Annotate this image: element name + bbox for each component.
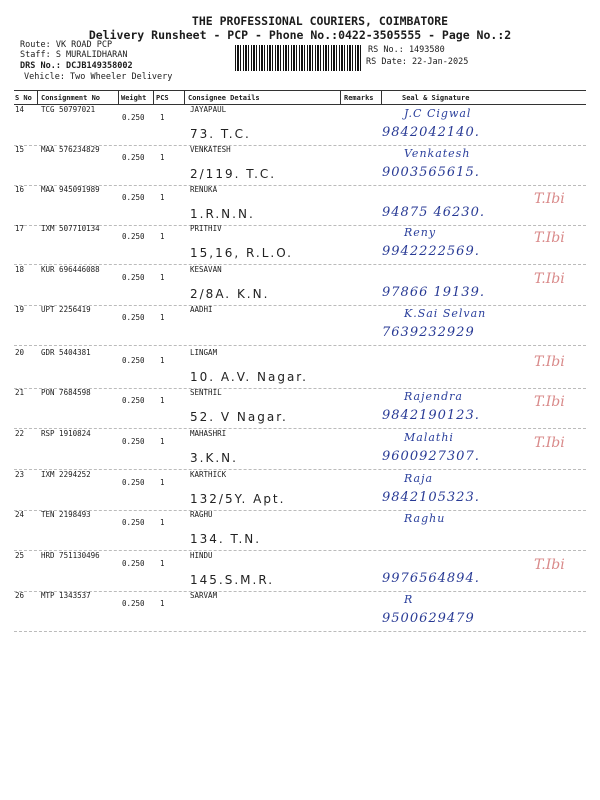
cell-sno: 23 [15, 470, 25, 479]
handwritten-phone: 9842105323. [382, 490, 480, 505]
cell-consignee: PRITHIV [190, 224, 222, 233]
handwritten-address: 2/119. T.C. [190, 167, 277, 181]
staff-label: Staff: S MURALIDHARAN [20, 50, 128, 60]
cell-weight: 0.250 [122, 356, 145, 365]
table-row [14, 388, 586, 429]
cell-pcs: 1 [160, 518, 165, 527]
table-row [14, 348, 586, 389]
handwritten-address: 15,16, R.L.O. [190, 246, 293, 260]
table-header [14, 90, 586, 105]
vehicle-label: Vehicle: Two Wheeler Delivery [24, 72, 173, 82]
cell-weight: 0.250 [122, 437, 145, 446]
cell-consignee: SARVAM [190, 591, 218, 600]
handwritten-phone: 9500629479 [382, 611, 475, 626]
handwritten-phone: 9003565615. [382, 165, 480, 180]
cell-consignee: MAHASHRI [190, 429, 227, 438]
cell-weight: 0.250 [122, 396, 145, 405]
handwritten-phone: 9842042140. [382, 125, 480, 140]
table-row [14, 551, 586, 592]
table-row [14, 470, 586, 511]
table-row [14, 591, 586, 632]
rs-number: RS No.: 1493580 [368, 45, 445, 55]
drs-number: DRS No.: DCJB149358002 [20, 61, 133, 71]
delivery-stamp: T.Ibi [534, 435, 565, 451]
handwritten-signature: Raghu [404, 512, 446, 525]
handwritten-signature: J.C Cigwal [404, 107, 472, 120]
col-pcs: PCS [156, 94, 169, 102]
cell-sno: 19 [15, 305, 25, 314]
delivery-stamp: T.Ibi [534, 230, 565, 246]
cell-consignment: IXM 2294252 [41, 470, 91, 479]
cell-consignee: RAGHU [190, 510, 213, 519]
cell-consignee: RENUKA [190, 185, 218, 194]
cell-pcs: 1 [160, 273, 165, 282]
handwritten-address: 1.R.N.N. [190, 207, 255, 221]
delivery-stamp: T.Ibi [534, 557, 565, 573]
handwritten-address: 132/5Y. Apt. [190, 492, 286, 506]
table-row [14, 224, 586, 265]
cell-consignment: RSP 1910824 [41, 429, 91, 438]
handwritten-signature: Rajendra [404, 390, 463, 403]
cell-pcs: 1 [160, 559, 165, 568]
runsheet-title: Delivery Runsheet - PCP - Phone No.:0422-3505555 - Page No.:2 [88, 28, 512, 42]
handwritten-address: 134. T.N. [190, 532, 262, 546]
handwritten-signature: K.Sai Selvan [404, 307, 487, 320]
cell-consignment: MAA 576234829 [41, 145, 100, 154]
cell-weight: 0.250 [122, 599, 145, 608]
cell-weight: 0.250 [122, 273, 145, 282]
cell-sno: 24 [15, 510, 25, 519]
handwritten-signature: Reny [404, 226, 437, 239]
col-consignee: Consignee Details [188, 94, 260, 102]
table-row [14, 105, 586, 146]
cell-weight: 0.250 [122, 559, 145, 568]
cell-pcs: 1 [160, 193, 165, 202]
table-row [14, 429, 586, 470]
handwritten-signature: Venkatesh [404, 147, 471, 160]
cell-pcs: 1 [160, 437, 165, 446]
delivery-stamp: T.Ibi [534, 394, 565, 410]
cell-pcs: 1 [160, 113, 165, 122]
handwritten-address: 3.K.N. [190, 451, 238, 465]
runsheet-table [14, 90, 586, 626]
cell-sno: 16 [15, 185, 25, 194]
handwritten-phone: 9600927307. [382, 449, 480, 464]
cell-sno: 21 [15, 388, 25, 397]
handwritten-address: 73. T.C. [190, 127, 251, 141]
cell-sno: 15 [15, 145, 25, 154]
cell-sno: 22 [15, 429, 25, 438]
cell-consignment: IXM 507710134 [41, 224, 100, 233]
handwritten-address: 10. A.V. Nagar. [190, 370, 308, 384]
cell-consignee: KARTHICK [190, 470, 227, 479]
handwritten-address: 2/8A. K.N. [190, 287, 270, 301]
cell-consignee: KESAVAN [190, 265, 222, 274]
cell-consignment: UPT 2256419 [41, 305, 91, 314]
cell-pcs: 1 [160, 478, 165, 487]
cell-pcs: 1 [160, 396, 165, 405]
route-label: Route: VK ROAD PCP [20, 40, 113, 50]
handwritten-phone: 7639232929 [382, 325, 475, 340]
handwritten-signature: R [404, 593, 414, 606]
col-weight: Weight [121, 94, 147, 102]
cell-weight: 0.250 [122, 478, 145, 487]
cell-consignment: HRD 751130496 [41, 551, 100, 560]
cell-consignment: TEN 2198493 [41, 510, 91, 519]
table-row [14, 265, 586, 306]
cell-consignee: VENKATESH [190, 145, 231, 154]
handwritten-phone: 97866 19139. [382, 285, 485, 300]
cell-pcs: 1 [160, 599, 165, 608]
rs-date: RS Date: 22-Jan-2025 [366, 57, 469, 67]
cell-pcs: 1 [160, 232, 165, 241]
col-signature: Seal & Signature [402, 94, 470, 102]
handwritten-phone: 94875 46230. [382, 205, 485, 220]
cell-consignee: SENTHIL [190, 388, 222, 397]
cell-sno: 17 [15, 224, 25, 233]
handwritten-phone: 9976564894. [382, 571, 480, 586]
delivery-stamp: T.Ibi [534, 271, 565, 287]
col-sno: S No [15, 94, 32, 102]
cell-consignment: MAA 945091989 [41, 185, 100, 194]
cell-sno: 18 [15, 265, 25, 274]
delivery-stamp: T.Ibi [534, 354, 565, 370]
cell-weight: 0.250 [122, 153, 145, 162]
handwritten-signature: Raja [404, 472, 434, 485]
cell-consignee: HINDU [190, 551, 213, 560]
cell-weight: 0.250 [122, 193, 145, 202]
handwritten-signature: Malathi [404, 431, 454, 444]
cell-sno: 26 [15, 591, 25, 600]
cell-weight: 0.250 [122, 313, 145, 322]
table-row [14, 510, 586, 551]
delivery-stamp: T.Ibi [534, 191, 565, 207]
cell-weight: 0.250 [122, 518, 145, 527]
cell-consignee: AADHI [190, 305, 213, 314]
cell-weight: 0.250 [122, 113, 145, 122]
cell-pcs: 1 [160, 313, 165, 322]
cell-consignee: JAYAPAUL [190, 105, 227, 114]
cell-consignment: GDR 5404381 [41, 348, 91, 357]
cell-consignment: PON 7684598 [41, 388, 91, 397]
col-consignment: Consignment No [41, 94, 101, 102]
cell-consignee: LINGAM [190, 348, 218, 357]
cell-sno: 25 [15, 551, 25, 560]
table-row [14, 185, 586, 226]
handwritten-phone: 9842190123. [382, 408, 480, 423]
cell-sno: 14 [15, 105, 25, 114]
handwritten-address: 52. V Nagar. [190, 410, 288, 424]
cell-consignment: KUR 696446088 [41, 265, 100, 274]
table-row [14, 305, 586, 346]
cell-consignment: MTP 1343537 [41, 591, 91, 600]
col-remarks: Remarks [344, 94, 374, 102]
company-title: THE PROFESSIONAL COURIERS, COIMBATORE [191, 14, 449, 28]
cell-pcs: 1 [160, 153, 165, 162]
handwritten-phone: 9942222569. [382, 244, 480, 259]
barcode-image [235, 45, 363, 71]
cell-weight: 0.250 [122, 232, 145, 241]
handwritten-address: 145.S.M.R. [190, 573, 275, 587]
cell-consignment: TCG 50797021 [41, 105, 96, 114]
cell-sno: 20 [15, 348, 25, 357]
table-row [14, 145, 586, 186]
cell-pcs: 1 [160, 356, 165, 365]
